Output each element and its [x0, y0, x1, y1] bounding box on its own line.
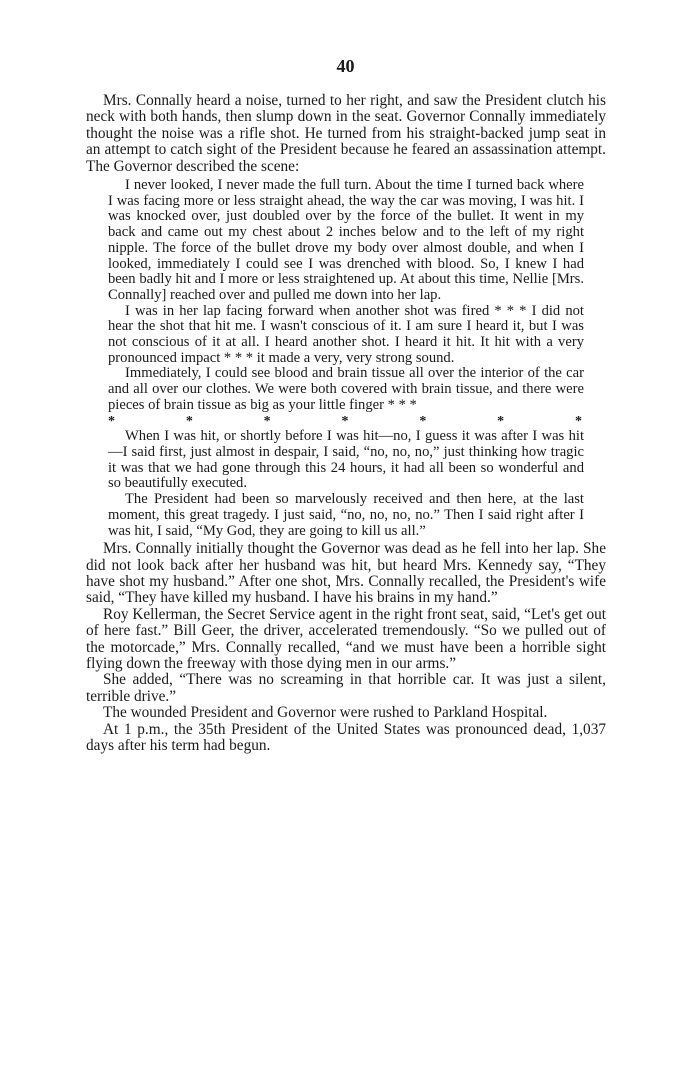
quote-paragraph: The President had been so marvelously received and then here, at the last moment, this great tragedy. I just said, “no, no, no, no.” Then I said right after I was hit, I said, “My God, they are going to kill us all.” [108, 491, 584, 539]
quote-paragraph: When I was hit, or shortly before I was hit—no, I guess it was after I was hit—I said first, just almost in despair, I said, “no, no, no,” just thinking how tragic it was that we had gone through this 24 hours, it had all been so wonderful and so beautifully executed. [108, 428, 584, 492]
asterisk: * [108, 413, 115, 429]
body-paragraph: At 1 p.m., the 35th President of the United States was pronounced dead, 1,037 days after his term had begun. [86, 720, 606, 755]
ellipsis-marks [108, 414, 584, 430]
asterisk: * [263, 413, 271, 429]
body-paragraph: The wounded President and Governor were rushed to Parkland Hospital. [103, 704, 548, 722]
body-paragraph: She added, “There was no screaming in that horrible car. It was just a silent, terrible drive.” [86, 671, 606, 705]
body-paragraph: Roy Kellerman, the Secret Service agent in the right front seat, said, “Let's get out of here fast.” Bill Geer, the driver, accelerated tremendously. “So we pulled out of the motorcade,” Mrs. Connally recalled, “and we must have been a horrible sight flying down the freeway with those dying men in our arms.” [86, 605, 606, 673]
body-text [86, 93, 606, 754]
page-number: 40 [336, 56, 355, 76]
quote-paragraph: I was in her lap facing forward when another shot was fired * * * I did not hear the shot that hit me. I wasn't conscious of it. I am sure I heard it, but I was not conscious of it at all. I heard another shot. I heard it hit. It hit with a very pronounced impact * * * it made a very, very strong sound. [108, 302, 584, 366]
asterisk: * [419, 413, 427, 429]
asterisk: * [574, 413, 582, 429]
intro-paragraph: Mrs. Connally heard a noise, turned to her right, and saw the President clutch his neck with both hands, then slump down in the seat. Governor Connally immediately thought the noise was a rifle shot. He turned from his straight-backed jump seat in an attempt to catch sight of the President because he feared an assassination attempt. The Governor described the scene: [86, 92, 606, 175]
body-paragraph: Mrs. Connally initially thought the Governor was dead as he fell into her lap. She did not look back after her husband was hit, but heard Mrs. Kennedy say, “They have shot my husband.” After one shot, Mrs. Connally recalled, the President's wife said, “They have killed my husband. I have his brains in my hand.” [86, 540, 606, 607]
quote-paragraph: I never looked, I never made the full turn. About the time I turned back where I was facing more or less straight ahead, the way the car was moving, I was hit. I was knocked over, just doubled over by the force of the bullet. It went in my back and came out my chest about 2 inches below and to the left of my right nipple. The force of the bullet drove my body over almost double, and when I looked, immediately I could see I was drenched with blood. So, I knew I had been badly hit and I more or less straightened up. At about this time, Nellie [Mrs. Connally] reached over and pulled me down into her lap. [108, 177, 584, 303]
block-quote [108, 178, 584, 539]
asterisk: * [341, 413, 349, 429]
asterisk: * [185, 413, 193, 429]
asterisk: * [497, 413, 505, 429]
quote-paragraph: Immediately, I could see blood and brain tissue all over the interior of the car and all over our clothes. We were both covered with brain tissue, and there were pieces of brain tissue as big as your little finger * * * [108, 365, 584, 413]
